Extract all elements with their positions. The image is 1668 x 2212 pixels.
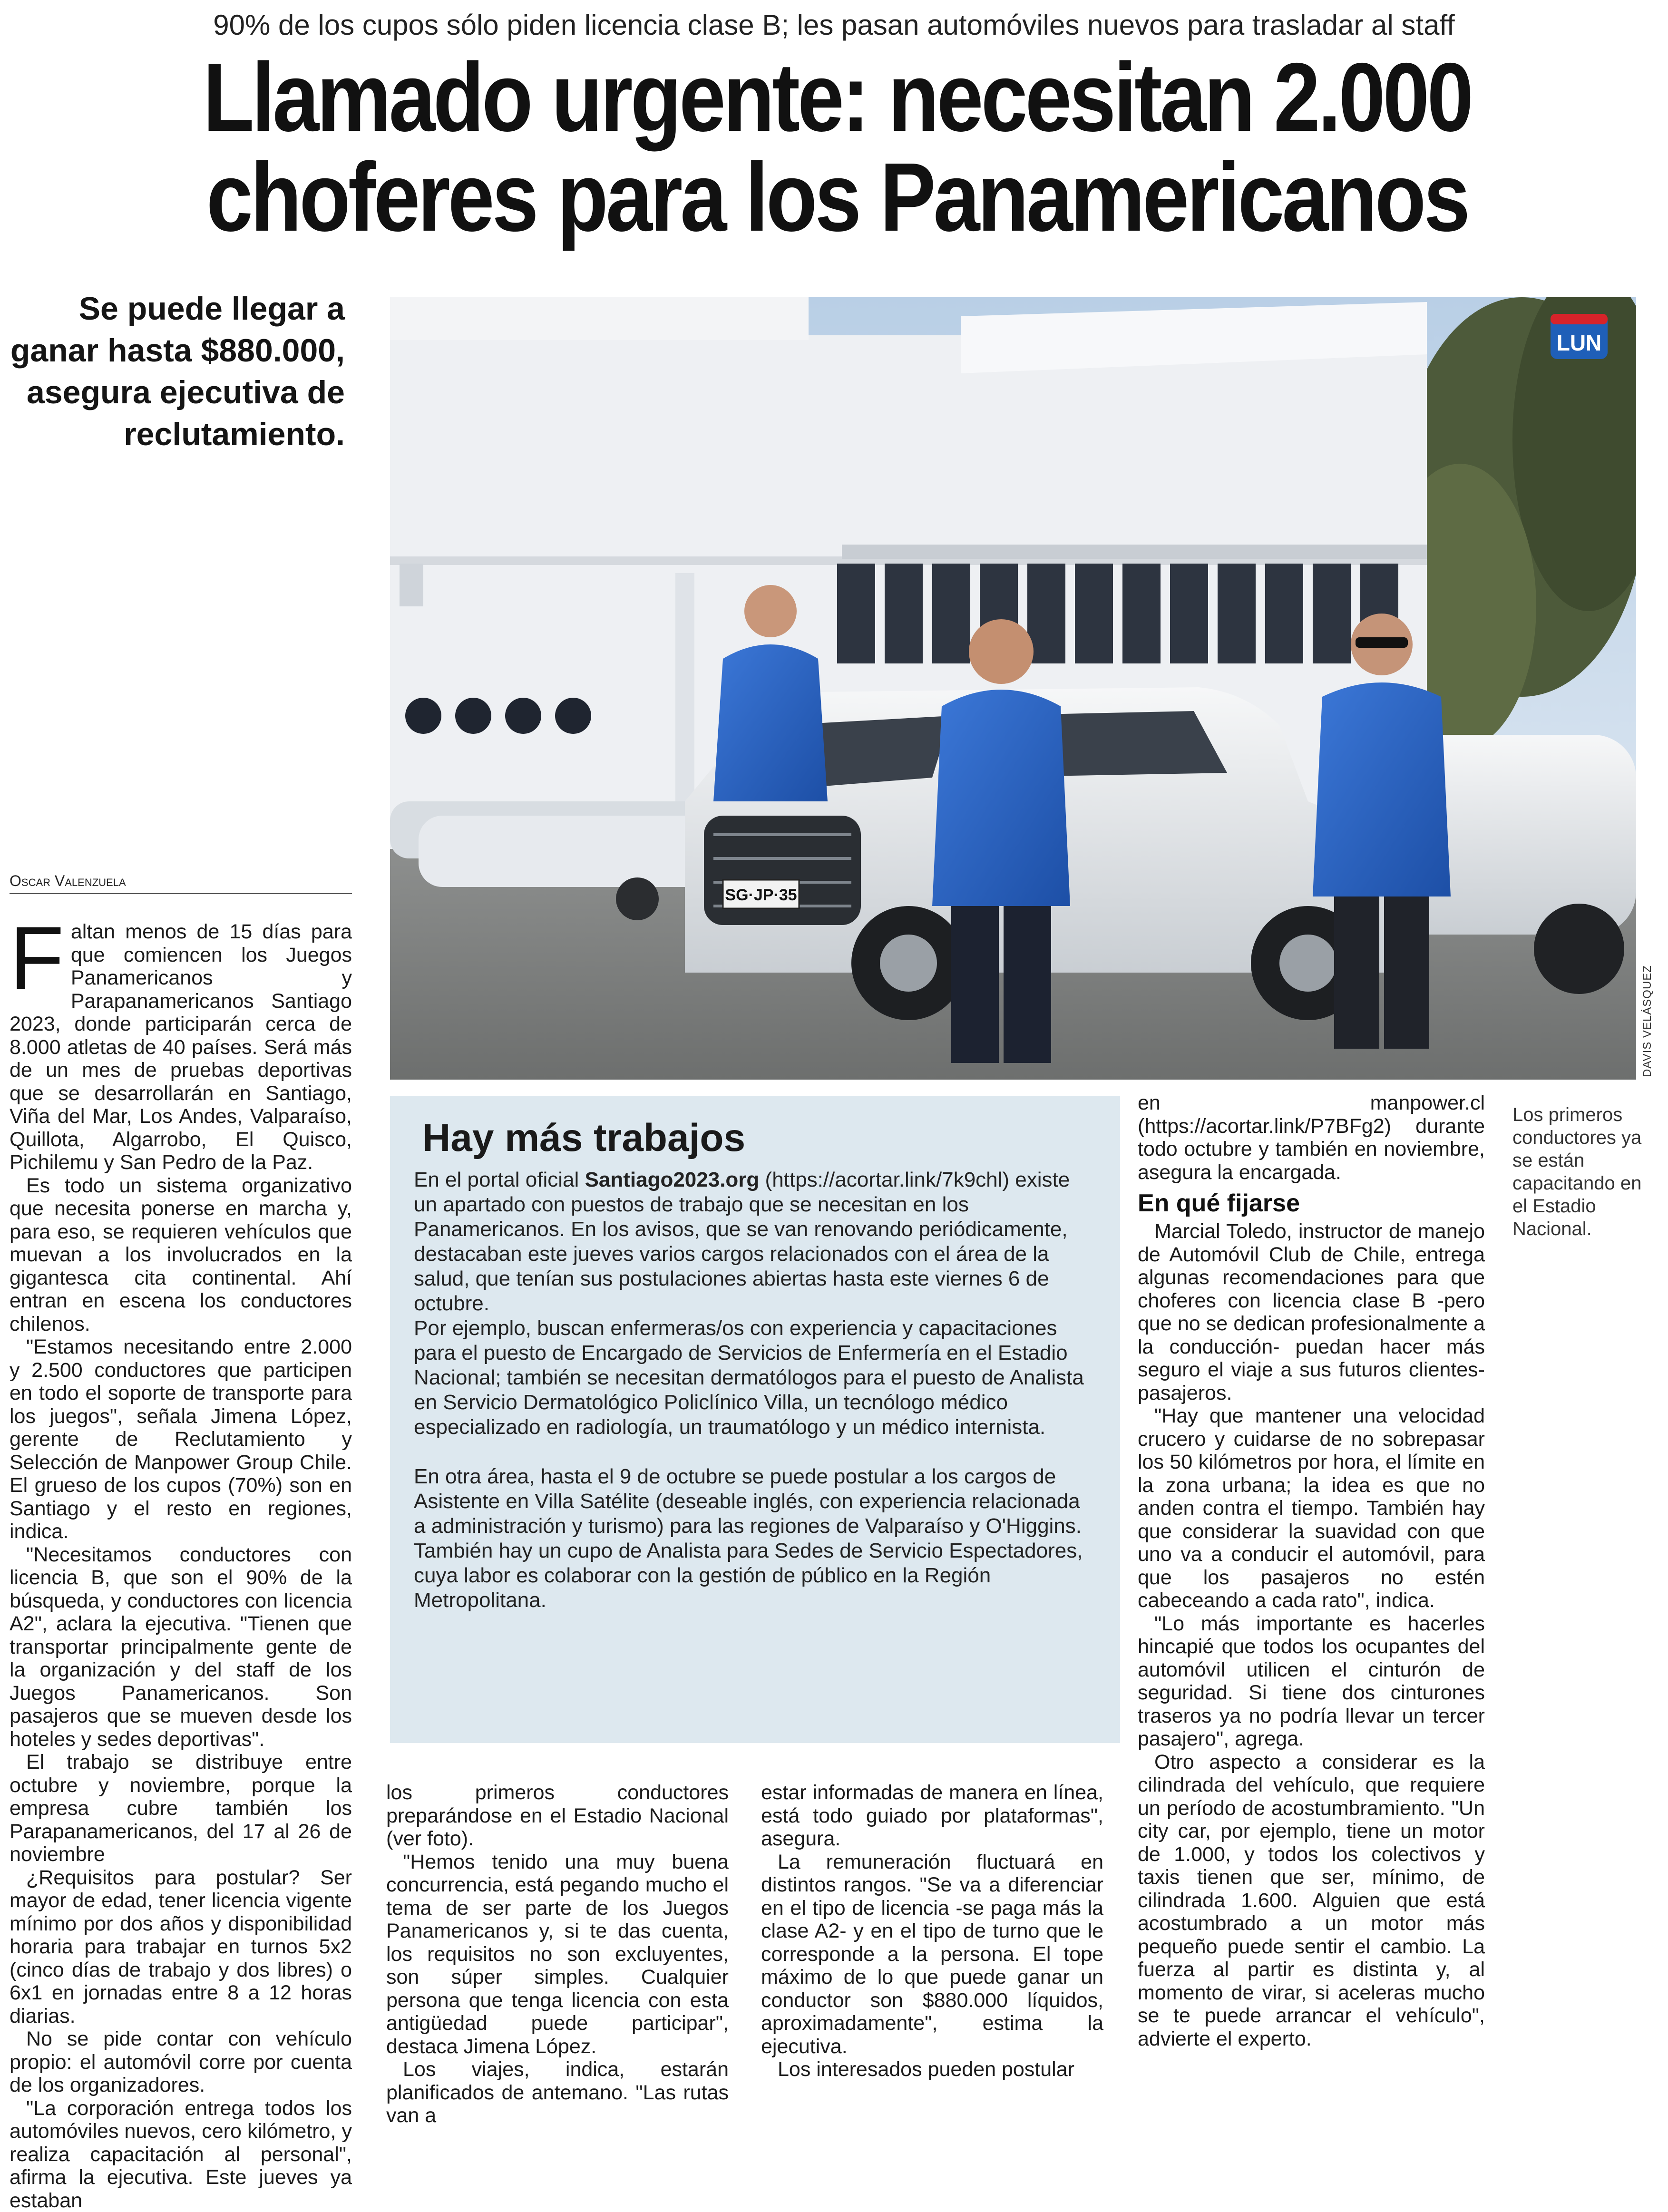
- headline-line-1: Llamado urgente: necesitan 2.000: [150, 48, 1524, 147]
- paragraph: estar informadas de manera en línea, está todo guiado por plataformas", asegura.: [761, 1781, 1103, 1851]
- portal-link: Santiago2023.org: [585, 1168, 760, 1191]
- drop-cap: F: [10, 922, 64, 994]
- subhead-line-1: Se puede llegar a: [10, 288, 345, 330]
- photo-caption: Los primeros conductores ya se están capacitando en el Estadio Nacional.: [1512, 1103, 1650, 1240]
- paragraph: Es todo un sistema organizativo que necesita ponerse en marcha y, para eso, se requieren vehículos que muevan a los involucrados en la gigantesca cita continental. Ahí entran en escena los conductores chilenos.: [10, 1174, 352, 1336]
- sidebar-text: [414, 1168, 1096, 1613]
- photo-credit: [1636, 1006, 1665, 1082]
- sidebar-paragraph: En otra área, hasta el 9 de octubre se puede postular a los cargos de Asistente en Villa Satélite (deseable inglés, con experiencia relacionada a administración y turismo) para las regiones de Valparaíso y O'Higgins. También hay un cupo de Analista para Sedes de Servicio Espectadores, cuya labor es colaborar con la gestión de público en la Región Metropolitana.: [414, 1464, 1096, 1613]
- lun-logo: [1551, 314, 1608, 359]
- paragraph: La remuneración fluctuará en distintos rangos. "Se va a diferenciar en el tipo de licencia -se paga más la clase A2- y en el tipo de turno que le corresponde a la persona. El tope máximo de lo que puede ganar un conductor son $880.000 líquidos, aproximadamente", estima la ejecutiva.: [761, 1851, 1103, 2058]
- paragraph: Los interesados pueden postular: [761, 2058, 1103, 2081]
- paragraph: "Hay que mantener una velocidad crucero y cuidarse de no sobrepasar los 50 kilómetros por hora, el límite en la zona urbana; la idea es que no anden contra el tiempo. También hay que considerar la suavidad con que uno va a conducir el automóvil, para que los pasajeros no estén cabeceando a cada rato", indica.: [1138, 1404, 1485, 1612]
- column-2: [386, 1781, 729, 2127]
- sidebar-text-span: En el portal oficial: [414, 1168, 585, 1191]
- kicker: 90% de los cupos sólo piden licencia clase B; les pasan automóviles nuevos para trasladar al staff: [0, 5, 1668, 45]
- section-heading: En qué fijarse: [1138, 1189, 1485, 1218]
- paragraph: Los viajes, indica, estarán planificados de antemano. "Las rutas van a: [386, 2058, 729, 2127]
- headline: [150, 48, 1524, 247]
- paragraph: "Lo más importante es hacerles hincapié que todos los ocupantes del automóvil utilicen el cinturón de seguridad. Si tiene dos cinturones traseros ya no podría llevar un tercer pasajero", agrega.: [1138, 1612, 1485, 1751]
- paragraph: ¿Requisitos para postular? Ser mayor de edad, tener licencia vigente mínimo por dos años y disponibilidad horaria para trabajar en turnos 5x2 (cinco días de trabajo y dos libres) o 6x1 en jornadas entre 8 a 12 horas diarias.: [10, 1866, 352, 2028]
- sidebar-box: [390, 1096, 1120, 1743]
- headline-line-2: choferes para los Panamericanos: [150, 147, 1524, 247]
- photo: [390, 297, 1636, 1080]
- subhead-line-3: asegura ejecutiva de: [10, 371, 345, 413]
- column-3: [761, 1781, 1103, 2081]
- paragraph: "Hemos tenido una muy buena concurrencia, está pegando mucho el tema de ser parte de los Juegos Panamericanos y, si te das cuenta, los requisitos no son excluyentes, son súper simples. Cualquier persona que tenga licencia con esta antigüedad puede participar", destaca Jimena López.: [386, 1851, 729, 2058]
- column-4: [1138, 1091, 1485, 2050]
- paragraph: No se pide contar con vehículo propio: el automóvil corre por cuenta de los organizadores.: [10, 2027, 352, 2097]
- sidebar-text-span: (https://acortar.link/7k9chl) existe un apartado con puestos de trabajo que se necesitan en los Panamericanos. En los avisos, que se van renovando periódicamente, destacaban este jueves varios cargos relacionados con el área de la salud, que tenían sus postulaciones abiertas hasta este viernes 6 de octubre.: [414, 1168, 1070, 1315]
- column-1: [10, 920, 352, 2212]
- paragraph: [10, 920, 352, 1174]
- sidebar-paragraph: [414, 1168, 1096, 1316]
- subhead-line-2: ganar hasta $880.000,: [10, 330, 345, 371]
- paragraph: los primeros conductores preparándose en el Estadio Nacional (ver foto).: [386, 1781, 729, 1851]
- logo-text: LUN: [1557, 331, 1602, 355]
- paragraph: en manpower.cl (https://acortar.link/P7BFg2) durante todo octubre y también en noviembre, asegura la encargada.: [1138, 1091, 1485, 1184]
- photo-credit-text: DAVIS VELÁSQUEZ: [1641, 965, 1654, 1077]
- license-plate: SG·JP·35: [725, 886, 797, 904]
- paragraph: "La corporación entrega todos los automóviles nuevos, cero kilómetro, y realiza capacitación al personal", afirma la ejecutiva. Este jueves ya estaban: [10, 2097, 352, 2212]
- byline: Oscar Valenzuela: [10, 870, 352, 894]
- paragraph: Otro aspecto a considerar es la cilindrada del vehículo, que requiere un período de acostumbramiento. "Un city car, por ejemplo, tiene un motor de 1.000, y todos los colectivos y taxis tienen que ser, mínimo, de cilindrada 1.600. Alguien que está acostumbrado a un motor más pequeño puede sentir el cambio. La fuerza al partir es distinta y, al momento de virar, si aceleras mucho se te puede arrancar el vehículo", advierte el experto.: [1138, 1751, 1485, 2051]
- sidebar-title: Hay más trabajos: [422, 1114, 1096, 1162]
- paragraph: "Necesitamos conductores con licencia B, que son el 90% de la búsqueda, y conductores con licencia A2", aclara la ejecutiva. "Tienen que transportar principalmente gente de la organización y del staff de los Juegos Panamericanos. Son pasajeros que se mueven desde los hoteles y sedes deportivas".: [10, 1543, 352, 1751]
- sidebar-paragraph: Por ejemplo, buscan enfermeras/os con experiencia y capacitaciones para el puesto de Encargado de Servicios de Enfermería en el Estadio Nacional; también se necesitan dermatólogos para el puesto de Analista en Servicio Dermatológico Policlínico Villa, un tecnólogo médico especializado en radiología, un traumatólogo y un médico internista.: [414, 1316, 1096, 1440]
- paragraph: Marcial Toledo, instructor de manejo de Automóvil Club de Chile, entrega algunas recomendaciones para que choferes con licencia clase B -pero que no se dedican profesionalmente a la conducción- puedan hacer más seguro el viaje a sus futuros clientes-pasajeros.: [1138, 1220, 1485, 1404]
- subhead: [10, 288, 345, 455]
- paragraph-text: altan menos de 15 días para que comiencen los Juegos Panamericanos y Parapanamericanos Santiago 2023, donde participarán cerca de 8.000 atletas de 40 países. Será más de un mes de pruebas deportivas que se desarrollarán en Santiago, Viña del Mar, Los Andes, Valparaíso, Quillota, Algarrobo, El Quisco, Pichilemu y San Pedro de la Paz.: [10, 920, 352, 1174]
- paragraph: "Estamos necesitando entre 2.000 y 2.500 conductores que participen en todo el soporte de transporte para los juegos", señala Jimena López, gerente de Reclutamiento y Selección de Manpower Group Chile. El grueso de los cupos (70%) son en Santiago y el resto en regiones, indica.: [10, 1335, 352, 1543]
- paragraph: El trabajo se distribuye entre octubre y noviembre, porque la empresa cubre también los Parapanamericanos, del 17 al 26 de noviembre: [10, 1751, 352, 1866]
- subhead-line-4: reclutamiento.: [10, 413, 345, 455]
